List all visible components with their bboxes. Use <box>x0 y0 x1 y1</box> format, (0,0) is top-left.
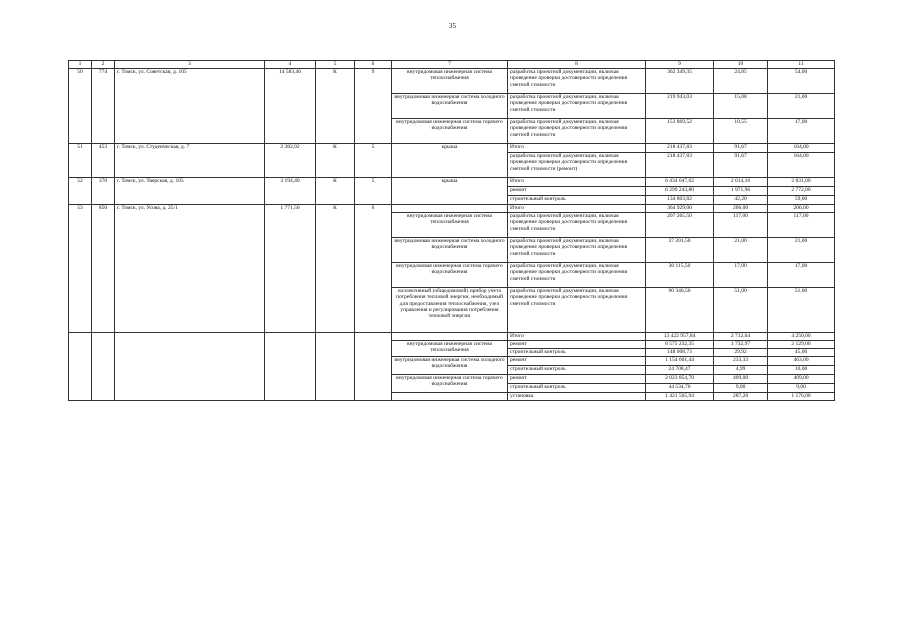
cost-value: 37 201,50 <box>646 238 714 263</box>
register-table <box>68 60 835 401</box>
house-address: г. Томск, ул. Студенческая, д. 7 <box>115 144 265 178</box>
house-address: г. Томск, ул. Советская, д. 105 <box>115 69 265 144</box>
cost-value: 362 349,35 <box>646 69 714 94</box>
work-type: разработка проектной документации, включая проведение проверки достоверности определения сметной стоимости <box>508 288 646 333</box>
system-name: крыша <box>392 178 508 205</box>
cost-value: 90 346,50 <box>646 288 714 333</box>
house-area: 3 194,40 <box>265 178 316 205</box>
cost-value: 134 803,82 <box>646 196 714 205</box>
limit-value: 59,00 <box>768 196 835 205</box>
cost-per-m2: 1 732,97 <box>714 341 768 349</box>
cost-per-m2: 233,33 <box>714 357 768 366</box>
system-name: внутридомовая инженерная система горячего водоснабжения <box>392 119 508 144</box>
house-area <box>265 333 316 401</box>
table-row <box>69 178 835 187</box>
house-floors <box>355 333 392 401</box>
cost-per-m2: 4,99 <box>714 366 768 375</box>
work-type: ремонт <box>508 187 646 196</box>
work-type: разработка проектной документации, включая проведение проверки достоверности определения сметной стоимости <box>508 213 646 238</box>
work-type: строительный контроль <box>508 349 646 357</box>
cost-per-m2: 2 014,16 <box>714 178 768 187</box>
cost-per-m2: 1 971,96 <box>714 187 768 196</box>
column-number: 1 <box>69 61 92 69</box>
column-number: 11 <box>768 61 835 69</box>
limit-value: 1 176,00 <box>768 393 835 401</box>
limit-value: 206,00 <box>768 205 835 213</box>
work-type: разработка проектной документации, включая проведение проверки достоверности определения сметной стоимости (ремонт) <box>508 153 646 178</box>
cost-value: 207 265,50 <box>646 213 714 238</box>
limit-value: 164,00 <box>768 144 835 153</box>
limit-value: 4 250,00 <box>768 333 835 341</box>
limit-value: 10,00 <box>768 366 835 375</box>
cost-per-m2: 2 712,64 <box>714 333 768 341</box>
cost-value: 44 534,70 <box>646 384 714 393</box>
cost-value: 219 943,03 <box>646 94 714 119</box>
limit-value: 2 831,00 <box>768 178 835 187</box>
column-number: 10 <box>714 61 768 69</box>
system-name: внутридомовая инженерная система холодного водоснабжения <box>392 94 508 119</box>
cost-value: 218 437,83 <box>646 153 714 178</box>
work-type: разработка проектной документации, включая проведение проверки достоверности определения сметной стоимости <box>508 263 646 288</box>
work-type: строительный контроль <box>508 384 646 393</box>
column-number: 3 <box>115 61 265 69</box>
cost-value: 1 154 601,44 <box>646 357 714 366</box>
work-type: ремонт <box>508 341 646 349</box>
limit-value: 45,00 <box>768 349 835 357</box>
cost-value: 8 575 232,35 <box>646 341 714 349</box>
limit-value: 117,00 <box>768 213 835 238</box>
system-name: крыша <box>392 144 508 178</box>
system-name: внутридомовая инженерная система горячего водоснабжения <box>392 263 508 288</box>
work-type: Итого <box>508 144 646 153</box>
cost-per-m2: 9,00 <box>714 384 768 393</box>
house-type: К <box>316 69 355 144</box>
limit-value: 17,00 <box>768 263 835 288</box>
house-floors: 6 <box>355 205 392 333</box>
cost-per-m2: 17,00 <box>714 263 768 288</box>
cost-per-m2: 29,92 <box>714 349 768 357</box>
limit-value: 409,00 <box>768 375 835 384</box>
system-name: внутридомовая инженерная система холодного водоснабжения <box>392 238 508 263</box>
cost-value: 2 023 854,70 <box>646 375 714 384</box>
house-floors: 5 <box>355 144 392 178</box>
limit-value: 17,00 <box>768 119 835 144</box>
cost-value: 218 437,83 <box>646 144 714 153</box>
work-type: Итого <box>508 205 646 213</box>
work-type: Итого <box>508 333 646 341</box>
system-name: внутридомовая инженерная система теплоснабжения <box>392 213 508 238</box>
system-name: внутридомовая инженерная система теплоснабжения <box>392 341 508 357</box>
cost-per-m2: 91,67 <box>714 153 768 178</box>
column-number: 6 <box>355 61 392 69</box>
cost-per-m2: 206,00 <box>714 205 768 213</box>
cost-value: 148 008,73 <box>646 349 714 357</box>
cost-per-m2: 42,20 <box>714 196 768 205</box>
system-name <box>392 333 508 341</box>
house-floors: 5 <box>355 178 392 205</box>
cost-per-m2: 15,08 <box>714 94 768 119</box>
table-row <box>69 144 835 153</box>
column-number: 8 <box>508 61 646 69</box>
limit-value: 2 772,00 <box>768 187 835 196</box>
table-row <box>69 69 835 94</box>
house-area: 1 771,50 <box>265 205 316 333</box>
cost-value: 30 115,50 <box>646 263 714 288</box>
row-number: 50 <box>69 69 92 144</box>
work-type: Итого <box>508 178 646 187</box>
column-number: 2 <box>92 61 115 69</box>
house-type: К <box>316 205 355 333</box>
limit-value: 9,00 <box>768 384 835 393</box>
work-type: ремонт <box>508 357 646 366</box>
system-name <box>392 205 508 213</box>
house-area: 14 583,46 <box>265 69 316 144</box>
cost-value: 24 708,47 <box>646 366 714 375</box>
cost-per-m2: 51,00 <box>714 288 768 333</box>
system-name: внутридомовая инженерная система холодного водоснабжения <box>392 357 508 375</box>
row-number: 51 <box>69 144 92 178</box>
cost-per-m2: 21,00 <box>714 238 768 263</box>
column-number: 4 <box>265 61 316 69</box>
system-name: коллективный (общедомовой) прибор учета потребления тепловой энергии, необходимый для предоставления теплоснабжения, узел управления и регулирования потребления тепловой энергии <box>392 288 508 333</box>
cost-per-m2: 91,67 <box>714 144 768 153</box>
column-number: 7 <box>392 61 508 69</box>
cost-per-m2: 117,00 <box>714 213 768 238</box>
house-id <box>92 333 115 401</box>
house-address: г. Томск, ул. Тверская, д. 105 <box>115 178 265 205</box>
house-address <box>115 333 265 401</box>
house-id: 453 <box>92 144 115 178</box>
column-number-row <box>69 61 835 69</box>
house-area: 2 382,92 <box>265 144 316 178</box>
cost-per-m2: 409,00 <box>714 375 768 384</box>
house-type: К <box>316 144 355 178</box>
column-number: 9 <box>646 61 714 69</box>
system-name: внутридомовая инженерная система горячего водоснабжения <box>392 375 508 393</box>
house-id: 850 <box>92 205 115 333</box>
house-address: г. Томск, ул. Усова, д. 25/1 <box>115 205 265 333</box>
table-row <box>69 205 835 213</box>
work-type: строительный контроль <box>508 196 646 205</box>
limit-value: 54,00 <box>768 69 835 94</box>
work-type: ремонт <box>508 375 646 384</box>
work-type: разработка проектной документации, включая проведение проверки достоверности определения сметной стоимости <box>508 119 646 144</box>
cost-value: 6 299 243,80 <box>646 187 714 196</box>
row-number: 52 <box>69 178 92 205</box>
row-number: 53 <box>69 205 92 333</box>
work-type: строительный контроль <box>508 366 646 375</box>
limit-value: 51,00 <box>768 288 835 333</box>
system-name <box>392 393 508 401</box>
cost-per-m2: 10,55 <box>714 119 768 144</box>
house-type: К <box>316 178 355 205</box>
limit-value: 21,00 <box>768 94 835 119</box>
page-number: 35 <box>449 22 456 30</box>
cost-value: 364 929,00 <box>646 205 714 213</box>
cost-value: 13 422 957,84 <box>646 333 714 341</box>
limit-value: 164,00 <box>768 153 835 178</box>
cost-per-m2: 24,85 <box>714 69 768 94</box>
cost-value: 1 421 565,94 <box>646 393 714 401</box>
house-id: 370 <box>92 178 115 205</box>
work-type: разработка проектной документации, включая проведение проверки достоверности определения сметной стоимости <box>508 94 646 119</box>
cost-value: 153 869,52 <box>646 119 714 144</box>
limit-value: 463,00 <box>768 357 835 366</box>
house-type <box>316 333 355 401</box>
house-floors: 9 <box>355 69 392 144</box>
row-number <box>69 333 92 401</box>
work-type: установка <box>508 393 646 401</box>
column-number: 5 <box>316 61 355 69</box>
table-row <box>69 333 835 341</box>
cost-value: 6 434 047,62 <box>646 178 714 187</box>
limit-value: 2 129,00 <box>768 341 835 349</box>
cost-per-m2: 287,28 <box>714 393 768 401</box>
limit-value: 21,00 <box>768 238 835 263</box>
house-id: 774 <box>92 69 115 144</box>
system-name: внутридомовая инженерная система теплоснабжения <box>392 69 508 94</box>
work-type: разработка проектной документации, включая проведение проверки достоверности определения сметной стоимости <box>508 69 646 94</box>
work-type: разработка проектной документации, включая проведение проверки достоверности определения сметной стоимости <box>508 238 646 263</box>
